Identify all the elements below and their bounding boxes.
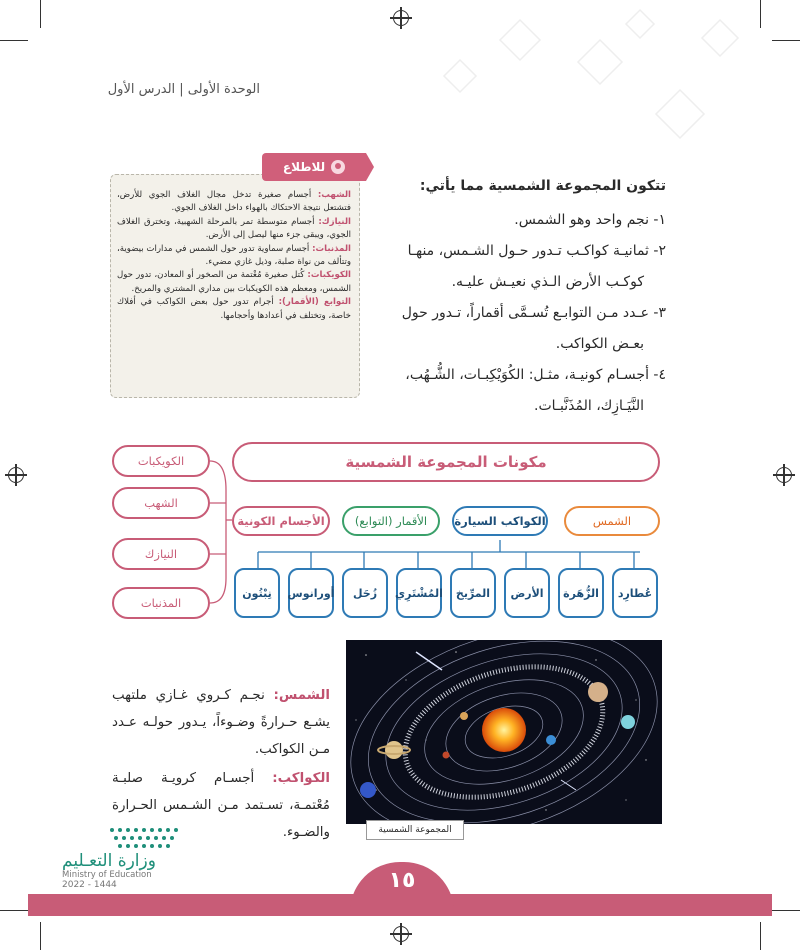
list-item: ١- نجم واحد وهو الشمس.: [514, 212, 666, 228]
cosmic-item: المذنبات: [112, 587, 210, 619]
planet-earth: الأرض: [504, 568, 550, 618]
category-planets: الكواكب السيارة: [452, 506, 548, 536]
solar-system-image: [346, 640, 662, 824]
info-entry: المذنبات: أجسام سماوية تدور حول الشمس في مدارات بيضوية، وتتألف من نواة صلبة، وذيل غازي مضيء.: [117, 243, 351, 268]
planet-jupiter: المُشْتَرِي: [396, 568, 442, 618]
list-item: ٢- ثمانيـة كواكـب تـدور حـول الشـمس، منهـا: [407, 243, 666, 259]
category-cosmic-bodies: الأجسام الكونية: [232, 506, 330, 536]
cosmic-item: الشهب: [112, 487, 210, 519]
ministry-name-arabic: وزارة التعـليم: [62, 851, 156, 871]
info-entry: الكويكبات: كُتل صغيرة مُعْتمة من الصخور أو المعادن، تدور حول الشمس، ومعظم هذه الكويكبات بين مداري المشتري والمريخ.: [117, 270, 351, 294]
ministry-name-english: Ministry of Education: [62, 870, 152, 880]
planet-saturn: زُحَل: [342, 568, 388, 618]
planet-neptune: نِبْتُون: [234, 568, 280, 618]
category-moons: الأقمار (التوابع): [342, 506, 440, 536]
definition-sun: الشمس: نجـم كـروي غـازي ملتهب يشـع حـرارةً وضـوءاً، يـدور حولـه عـدد مـن الكواكب.: [112, 688, 330, 757]
info-entry: النيازك: أجسام متوسطة تمر بالمرحلة الشهبية، وتخترق الغلاف الجوي، ويبقى جزء منها ليصل إلى الأرض.: [117, 216, 351, 241]
definition-planets: الكواكب: أجسـام كرويـة صلبـة مُعْتمـة، تسـتمد مـن الشـمس الحـرارة والضـوء.: [112, 771, 330, 840]
planet-venus: الزُّهَرة: [558, 568, 604, 618]
planet-mars: المرِّيخ: [450, 568, 496, 618]
cosmic-item: النيازك: [112, 538, 210, 570]
list-title: تتكون المجموعة الشمسية مما يأتي:: [419, 178, 666, 194]
category-sun: الشمس: [564, 506, 660, 536]
list-item: كوكـب الأرض الـذي نعيـش عليـه.: [451, 274, 644, 290]
info-entry: التوابع (الأقمار): أجرام تدور حول بعض الكواكب في أفلاك خاصة، وتختلف في أعدادها وأحجامها.: [117, 297, 351, 321]
list-item: بعـض الكواكب.: [555, 336, 644, 352]
diagram-title: مكونات المجموعة الشمسية: [232, 442, 660, 482]
list-item: ٤- أجسـام كونيـة، مثـل: الكُوَيْكِبـات، الشُّـهُب،: [405, 367, 666, 383]
ministry-logo-icon: [102, 822, 188, 852]
image-caption: المجموعة الشمسية: [366, 820, 464, 840]
planet-mercury: عُطارِد: [612, 568, 658, 618]
page-breadcrumb: الوحدة الأولى | الدرس الأول: [107, 82, 260, 97]
list-item: ٣- عـدد مـن التوابـع تُسـمَّى أقماراً، تـدور حول: [401, 305, 666, 321]
cosmic-item: الكويكبات: [112, 445, 210, 477]
info-box-title: للاطلاع: [262, 153, 366, 181]
solar-system-illustration: [346, 640, 662, 824]
edition-year: 2022 - 1444: [62, 880, 117, 890]
info-entry: الشهب: أجسام صغيرة تدخل مجال الغلاف الجوي للأرض، فتشتعل نتيجة الاحتكاك بالهواء داخل الغلاف الجوي.: [117, 190, 351, 214]
planet-uranus: أورانوس: [288, 568, 334, 618]
list-item: النَّيَـازِك، المُذَنَّبـات.: [534, 398, 644, 414]
page-number: ١٥: [388, 868, 416, 893]
